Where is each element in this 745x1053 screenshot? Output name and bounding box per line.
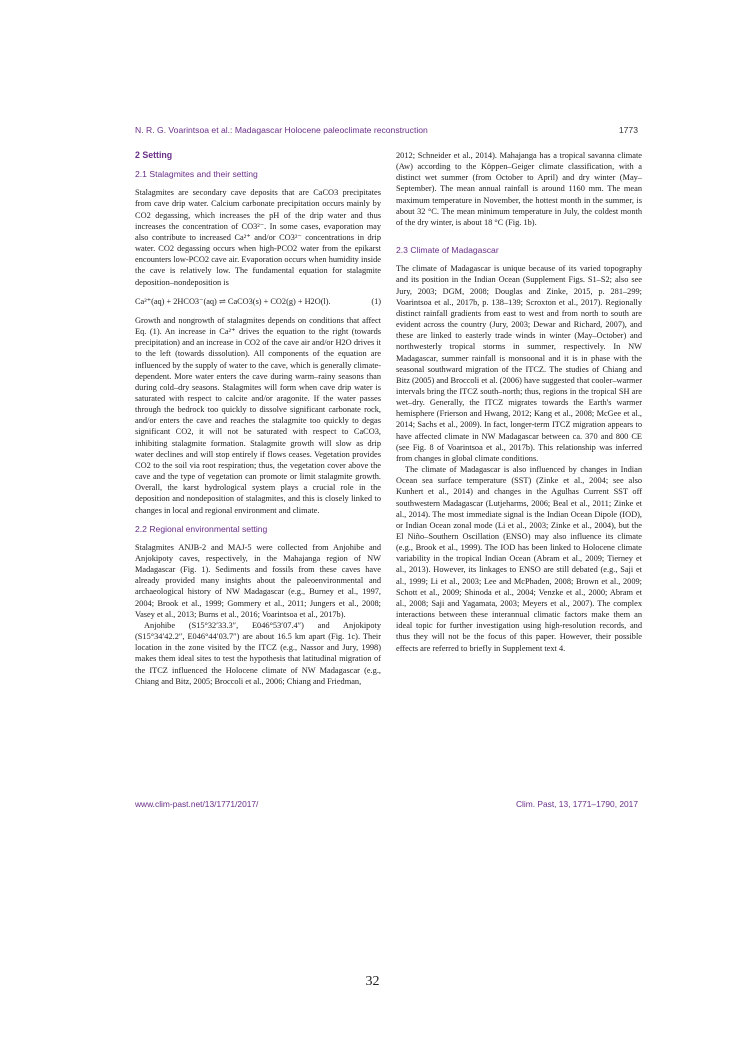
paragraph-regional-1: Stalagmites ANJB-2 and MAJ-5 were collected from Anjohibe and Anjokipoty caves, respectively, in the Mahajanga region of NW Madagascar (Fig. 1). Sediments and fossils from these caves have already provided many insights about the paleoenvironmental and archaeological history of NW Madagascar (e.g., Burney et al., 1997, 2004; Brook et al., 1999; Gommery et al., 2011; Jungers et al., 2008; Vasey et al., 2013; Burns et al., 2016; Voarintsoa et al., 2017b). bbox=[135, 542, 381, 619]
left-column bbox=[135, 150, 381, 687]
paragraph-climate-2: The climate of Madagascar is also influenced by changes in Indian Ocean sea surface temperature (SST) (Zinke et al., 2004; see also Kunhert et al., 2014) and changes in the Agulhas Current SST off southwestern Madagascar (Lutjeharms, 2006; Beal et al., 2011; Zinke et al., 2014). The most immediate signal is the Indian Ocean Dipole (IOD), or Indian Ocean zonal mode (Li et al., 2003; Zinke et al., 2004), but the El Niño–Southern Oscillation (ENSO) may also influence its climate (e.g., Brook et al., 1999). The IOD has been linked to Holocene climate variability in the tropical Indian Ocean (Abram et al., 2009; Tierney et al., 2013). However, its linkages to ENSO are still debated (e.g., Saji et al., 1999; Li et al., 2003; Lee and McPhaden, 2008; Brown et al., 2009; Schott et al., 2009; Shinoda et al., 2004; Venzke et al., 2000; Abram et al., 2008; Saji and Yagamata, 2003; Meyers et al., 2007). The complex interactions between these interannual climatic factors make them an ideal topic for further investigation using high-resolution records, and thus they will not be the focus of this paper. However, their possible effects are referred to briefly in Supplement text 4. bbox=[396, 465, 642, 653]
paragraph-stalagmite-growth: Growth and nongrowth of stalagmites depends on conditions that affect Eq. (1). An increase in Ca²⁺ drives the equation to the right (towards precipitation) and an increase in CO2 of the cave air and/or H2O drives it to the left (towards dissolution). All components of the equation are influenced by the supply of water to the cave, which is generally climate-dependent. More water enters the cave during warm–rainy seasons than during cold–dry seasons. Stalagmites will form when cave drip water is saturated with respect to calcite and/or aragonite. If the water passes through the bedrock too quickly to dissolve significant carbonate rock, and/or enters the cave and reaches the stalagmite too quickly to degas significant CO2, it will not be saturated with respect to CaCO3, inhibiting stalagmite formation. Stalagmite growth will slow as drip water declines and will stop entirely if flows ceases. Vegetation provides CO2 to the soil via root respiration; thus, the vegetation cover above the cave and the type of vegetation can promote or limit stalagmite growth. Overall, the karst hydrological system plays a crucial role in the deposition and nondeposition of stalagmites, and this is closely linked to changes in local and regional environment and climate. bbox=[135, 315, 381, 515]
equation-number: (1) bbox=[371, 296, 381, 306]
page-footer bbox=[135, 799, 638, 809]
right-column bbox=[396, 150, 642, 654]
subsection-heading-regional: 2.2 Regional environmental setting bbox=[135, 523, 268, 534]
section-heading: 2 Setting bbox=[135, 150, 173, 160]
journal-page-number: 1773 bbox=[618, 125, 638, 135]
journal-citation: Clim. Past, 13, 1771–1790, 2017 bbox=[516, 799, 638, 809]
subsection-heading-stalagmites: 2.1 Stalagmites and their setting bbox=[135, 169, 258, 180]
subsection-heading-climate: 2.3 Climate of Madagascar bbox=[396, 245, 499, 256]
equation-body: Ca²⁺(aq) + 2HCO3⁻(aq) ⇌ CaCO3(s) + CO2(g) + H2O(l). bbox=[135, 296, 331, 306]
paragraph-regional-continued: 2012; Schneider et al., 2014). Mahajanga has a tropical savanna climate (Aw) according to the Köppen–Geiger climate classification, with a distinct wet summer (from October to April) and dry winter (May–September). The mean annual rainfall is around 1160 mm. The mean maximum temperature in November, the hottest month in the summer, is about 32 °C. The mean minimum temperature in July, the coldest month of the dry winter, is about 18 °C (Fig. 1b). bbox=[396, 151, 642, 227]
paragraph-regional-2: Anjohibe (S15°32′33.3″, E046°53′07.4″) and Anjokipoty (S15°34′42.2″, E046°44′03.7″) are about 16.5 km apart (Fig. 1c). Their location in the zone visited by the ITCZ (e.g., Nassor and Jury, 1998) makes them ideal sites to test the hypothesis that latitudinal migration of the ITCZ influenced the Holocene climate of NW Madagascar (e.g., Chiang and Bitz, 2005; Broccoli et al., 2006; Chiang and Friedman, bbox=[135, 620, 381, 686]
running-title: N. R. G. Voarintsoa et al.: Madagascar Holocene paleoclimate reconstruction bbox=[135, 125, 428, 135]
paragraph-stalagmites-intro: Stalagmites are secondary cave deposits that are CaCO3 precipitates from cave drip water. Calcium carbonate precipitation occurs mainly by CO2 degassing, which increases the pH of the drip water and thus increases the concentration of CO3²⁻. In some cases, evaporation may also contribute to increased Ca²⁺ and/or CO3²⁻ concentrations in drip water. CO2 degassing occurs when high-PCO2 water from the epikarst encounters low-PCO2 cave air. Evaporation occurs when humidity inside the cave is relatively low. The fundamental equation for stalagmite deposition–nondeposition is bbox=[135, 188, 381, 287]
equation-1 bbox=[135, 296, 381, 307]
paragraph-climate-1: The climate of Madagascar is unique because of its varied topography and its position in the Indian Ocean (Supplement Figs. S1–S2; also see Jury, 2003; DGM, 2008; Douglas and Zinke, 2015, p. 281–299; Voarintsoa et al., 2017b, p. 138–139; Scroxton et al., 2017). Regionally distinct rainfall gradients from east to west and from north to south are evident across the country (Jury, 2003; Dewar and Richard, 2007), and these are linked to easterly trade winds in winter (May–October) and northwesterly tropical storms in summer, respectively. In NW Madagascar, summer rainfall is monsoonal and it is in phase with the seasonal southward migration of the ITCZ. The studies of Chiang and Bitz (2005) and Broccoli et al. (2006) have suggested that cooler–warmer intervals bring the ITCZ south–north; thus, regions in the tropical SH are wet–dry. Generally, the ITCZ migrates towards the Earth's warmer hemisphere (Frierson and Hwang, 2012; Kang et al., 2008; McGee et al., 2014; Sachs et al., 2009). In fact, longer-term ITCZ migration appears to have affected climate in NW Madagascar between ca. 370 and 800 CE (see Fig. 8 of Voarintsoa et al., 2017b). This relationship was inferred from changes in global climate conditions. bbox=[396, 264, 642, 463]
running-header bbox=[135, 125, 638, 135]
page-number: 32 bbox=[365, 974, 380, 989]
journal-url: www.clim-past.net/13/1771/2017/ bbox=[135, 799, 259, 809]
